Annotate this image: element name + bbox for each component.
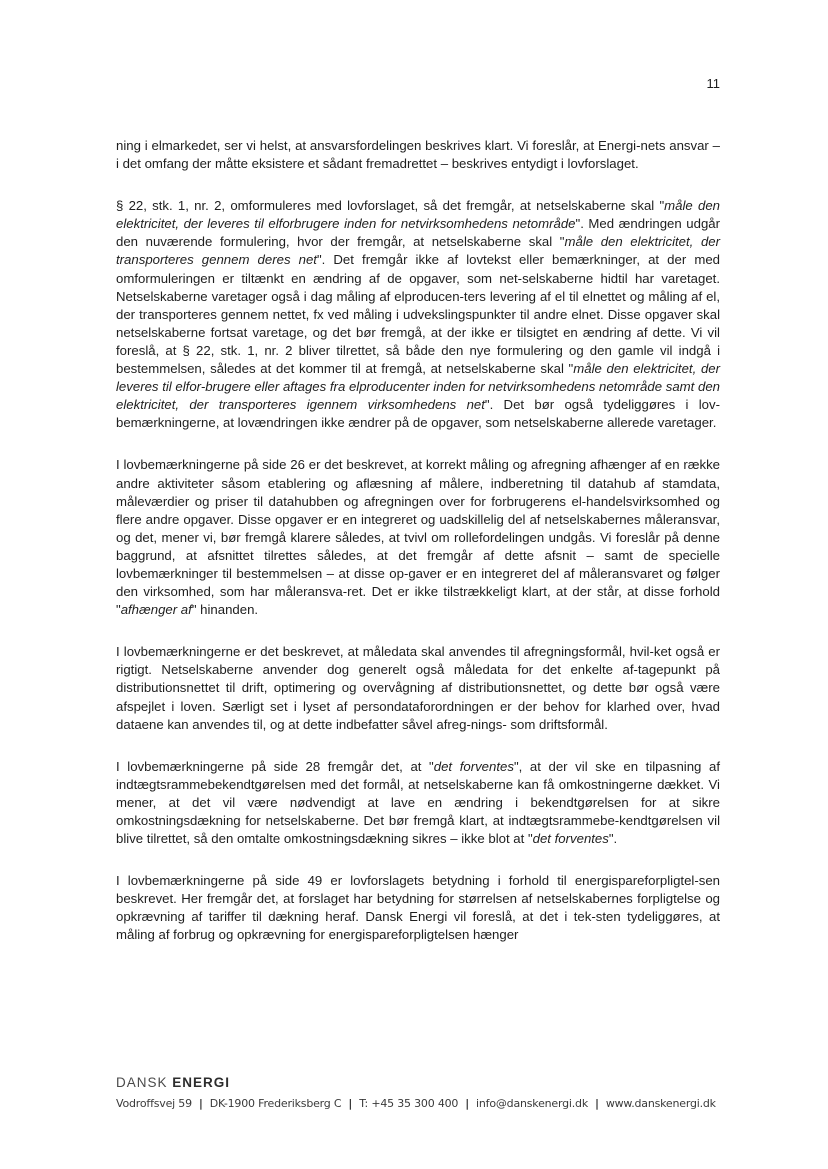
- text-segment: ", at der vil ske en tilpasning af indtægtsrammebekendtgørelsen med det formål, at netselskaberne kan få omkostningerne dækket. Vi mener, at det vil være nødvendigt at lave en ændring i bekendtgørelsen for at sikre omkostningsdækning for netselskaberne. Det bør fremgå klart, at indtægtsrammebe-kendtgørelsen vil blive tilrettet, så den omtalte omkostningsdækning sikres – ikke blot at ": [116, 758, 720, 847]
- paragraph: [116, 137, 720, 173]
- contact-line: [116, 1097, 736, 1110]
- contact-item: T: +45 35 300 400: [359, 1097, 459, 1110]
- separator: |: [348, 1097, 353, 1110]
- text-segment: I lovbemærkningerne er det beskrevet, at måledata skal anvendes til afregningsformål, hvil-ket også er rigtigt. Netselskaberne anvender dog generelt også måledata for det enkelte af-tagepunkt på distributionsnettet til drift, optimering og overvågning af distributionsnettet, og dette bør også være afspejlet i loven. Særligt set i lyset af persondataforordningen er der behov for klarhed over, hvad dataene kan anvendes til, og at dette indbefatter såvel afreg-nings- som driftsformål.: [116, 644, 720, 732]
- paragraph: [116, 456, 720, 619]
- contact-item: Vodroffsvej 59: [116, 1097, 192, 1110]
- paragraph: [116, 758, 720, 848]
- body-text: [116, 137, 720, 969]
- contact-item[interactable]: www.danskenergi.dk: [605, 1097, 716, 1110]
- quoted-text: afhænger af: [120, 602, 192, 618]
- text-segment: ".: [608, 831, 618, 847]
- separator: |: [595, 1097, 599, 1110]
- quoted-text: måle den elektricitet, der transporteres gennem deres net: [116, 234, 721, 268]
- quoted-text: det forventes: [532, 831, 609, 847]
- text-segment: § 22, stk. 1, nr. 2, omformuleres med lovforslaget, så det fremgår, at netselskaberne skal ": [116, 198, 665, 214]
- quoted-text: måle den elektricitet, der leveres til elforbrugere inden for netvirksomhedens netområde: [116, 198, 720, 232]
- text-segment: I lovbemærkningerne på side 26 er det beskrevet, at korrekt måling og afregning afhænger af en række andre aktiviteter såsom etablering og aflæsning af målere, indberetning til datahub af stamdata, måleværdier og priser til datahubben og afregningen over for forbrugerens el-handelsvirksomhed og flere andre opgaver. Disse opgaver er en integreret og uadskillelig del af netselskabernes måleransvar, og det, mener vi, bør fremgå klarere således, at tvivl om rollefordelingen undgås. Vi foreslår på denne baggrund, at afsnittet tilrettes således, at det fremgår af dette afsnit – samt de specielle lovbemærkninger til bestemmelsen – at disse op-gaver er en integreret del af måleransvaret og følger den virksomhed, som har måleransva-ret. Det er ikke tilstrækkeligt klart, at der står, at disse forhold ": [116, 457, 720, 618]
- brand-bold: ENERGI: [172, 1075, 231, 1090]
- separator: |: [198, 1097, 203, 1110]
- text-segment: I lovbemærkningerne på side 49 er lovforslagets betydning i forhold til energispareforpligtel-sen beskrevet. Her fremgår det, at forslaget har betydning for størrelsen af netselskabernes forpligtelse og opkrævning af tariffer til dækning heraf. Dansk Energi vil foreslå, at det i tek-sten tydeliggøres, at måling af forbrug og opkrævning for energispareforpligtelsen hænger: [116, 873, 720, 943]
- contact-item: DK-1900 Frederiksberg C: [209, 1097, 342, 1110]
- contact-item[interactable]: info@danskenergi.dk: [476, 1097, 589, 1110]
- paragraph: [116, 197, 720, 432]
- text-segment: ning i elmarkedet, ser vi helst, at ansvarsfordelingen beskrives klart. Vi foreslår, at Energi-nets ansvar – i det omfang der måtte eksistere et sådant fremadrettet – beskrives entydigt i lovforslaget.: [116, 138, 720, 172]
- paragraph: [116, 872, 720, 944]
- footer: [116, 1075, 736, 1110]
- brand-light: DANSK: [116, 1075, 173, 1090]
- brand-logo: [116, 1075, 736, 1091]
- text-segment: ". Med ændringen udgår den nuværende formulering, hvor der fremgår, at netselskaberne skal ": [116, 216, 721, 250]
- text-segment: ". Det bør også tydeliggøres i lov-bemærkningerne, at lovændringen ikke ændrer på de opgaver, som netselskaberne allerede varetager.: [116, 397, 720, 431]
- paragraph: [116, 643, 720, 733]
- quoted-text: måle den elektricitet, der leveres til elfor-brugere eller aftages fra elproducenter inden for netvirksomhedens netområde samt den elektricitet, der transporteres igennem virksomhedens net: [116, 361, 720, 413]
- text-segment: ". Det fremgår ikke af lovtekst eller bemærkninger, at der med omformuleringen er tiltænkt en ændring af de opgaver, som net-selskaberne hidtil har varetaget. Netselskaberne varetager også i dag måling af elproducen-ters levering af el til elnettet og måling af el, der transporteres gennem nettet, fx ved måling i udvekslingspunkter til andre elnet. Disse opgaver skal netselskaberne fortsat varetage, og det bør fremgå, at der ikke er tilsigtet en ændring af dette. Vi vil foreslå, at § 22, stk. 1, nr. 2 bliver tilrettet, så både den nye formulering og den gamle vil indgå i bestemmelsen, således at det kommer til at fremgå, at netselskaberne skal ": [116, 252, 720, 377]
- separator: |: [465, 1097, 470, 1110]
- text-segment: " hinanden.: [191, 602, 259, 618]
- quoted-text: det forventes: [433, 758, 514, 774]
- text-segment: I lovbemærkningerne på side 28 fremgår det, at ": [116, 758, 434, 774]
- page-number: 11: [706, 76, 720, 91]
